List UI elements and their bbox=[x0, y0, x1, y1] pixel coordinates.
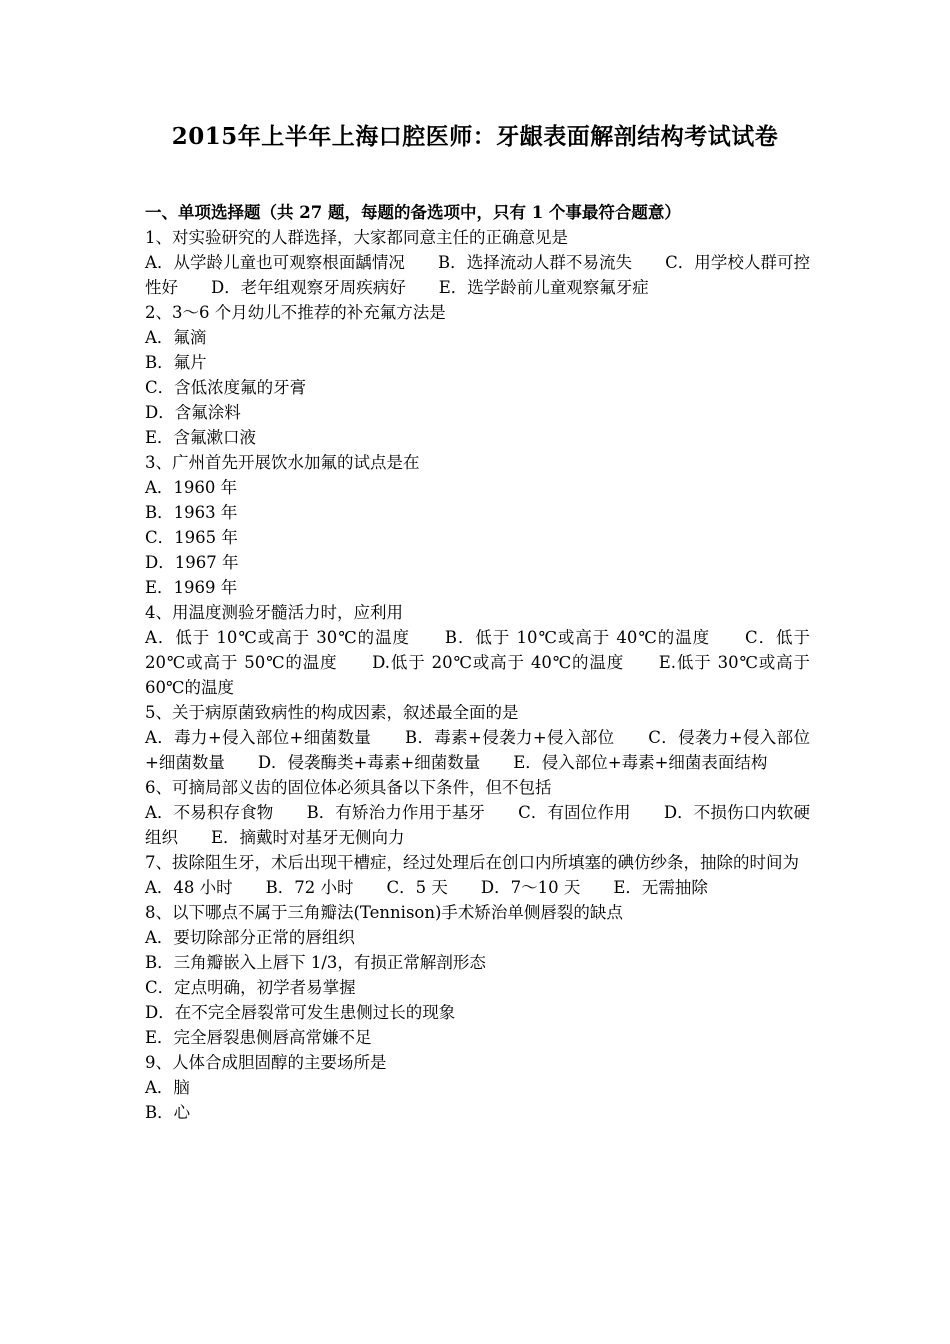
question-8-option-a: A．要切除部分正常的唇组织 bbox=[145, 928, 355, 947]
question-3-option-e: E．1969 年 bbox=[145, 578, 238, 597]
question-3-option-b: B．1963 年 bbox=[145, 503, 238, 522]
question-9-option-b: B．心 bbox=[145, 1103, 191, 1122]
question-2-option-d: D．含氟涂料 bbox=[145, 403, 241, 422]
section-heading: 一、单项选择题（共 27 题，每题的备选项中，只有 1 个事最符合题意） bbox=[145, 203, 681, 222]
question-8: 8、以下哪点不属于三角瓣法(Tennison)手术矫治单侧唇裂的缺点 bbox=[145, 903, 623, 922]
question-1: 1、对实验研究的人群选择，大家都同意主任的正确意见是 bbox=[145, 228, 568, 247]
question-2-option-e: E．含氟漱口液 bbox=[145, 428, 257, 447]
question-2-option-a: A．氟滴 bbox=[145, 328, 207, 347]
question-9-option-a: A．脑 bbox=[145, 1078, 190, 1097]
question-3-option-c: C．1965 年 bbox=[145, 528, 238, 547]
question-6-options: A．不易积存食物 B．有矫治力作用于基牙 C．有固位作用 D．不损伤口内软硬组织 E．摘戴时对基牙无侧向力 bbox=[145, 803, 810, 847]
question-3-option-a: A．1960 年 bbox=[145, 478, 238, 497]
question-5: 5、关于病原菌致病性的构成因素，叙述最全面的是 bbox=[145, 703, 519, 722]
question-3: 3、广州首先开展饮水加氟的试点是在 bbox=[145, 453, 420, 472]
question-8-option-b: B．三角瓣嵌入上唇下 1/3，有损正常解剖形态 bbox=[145, 953, 486, 972]
question-8-option-d: D．在不完全唇裂常可发生患侧过长的现象 bbox=[145, 1003, 456, 1022]
question-4: 4、用温度测验牙髓活力时，应利用 bbox=[145, 603, 403, 622]
question-2-option-b: B．氟片 bbox=[145, 353, 207, 372]
document-title: 2015年上半年上海口腔医师：牙龈表面解剖结构考试试卷 bbox=[171, 123, 779, 150]
question-2-option-c: C．含低浓度氟的牙膏 bbox=[145, 378, 307, 397]
question-5-options: A．毒力+侵入部位+细菌数量 B．毒素+侵袭力+侵入部位 C．侵袭力+侵入部位+细菌数量 D．侵袭酶类+毒素+细菌数量 E．侵入部位+毒素+细菌表面结构 bbox=[145, 728, 810, 772]
question-1-options: A．从学龄儿童也可观察根面龋情况 B．选择流动人群不易流失 C．用学校人群可控性好 D．老年组观察牙周疾病好 E．选学龄前儿童观察氟牙症 bbox=[145, 253, 810, 297]
question-9: 9、人体合成胆固醇的主要场所是 bbox=[145, 1053, 387, 1072]
question-6: 6、可摘局部义齿的固位体必须具备以下条件，但不包括 bbox=[145, 778, 552, 797]
question-7: 7、拔除阻生牙，术后出现干槽症，经过处理后在创口内所填塞的碘仿纱条，抽除的时间为 bbox=[145, 853, 799, 872]
question-8-option-c: C．定点明确，初学者易掌握 bbox=[145, 978, 356, 997]
question-8-option-e: E．完全唇裂患侧唇高常嫌不足 bbox=[145, 1028, 372, 1047]
question-4-options: A．低于 10℃或高于 30℃的温度 B．低于 10℃或高于 40℃的温度 C．低于 20℃或高于 50℃的温度 D.低于 20℃或高于 40℃的温度 E.低于 30℃或高于 60℃的温度 bbox=[145, 628, 810, 697]
question-2: 2、3～6 个月幼儿不推荐的补充氟方法是 bbox=[145, 303, 446, 322]
question-7-options: A．48 小时 B．72 小时 C．5 天 D．7～10 天 E．无需抽除 bbox=[145, 878, 708, 897]
document-body bbox=[145, 200, 810, 1125]
question-3-option-d: D．1967 年 bbox=[145, 553, 239, 572]
